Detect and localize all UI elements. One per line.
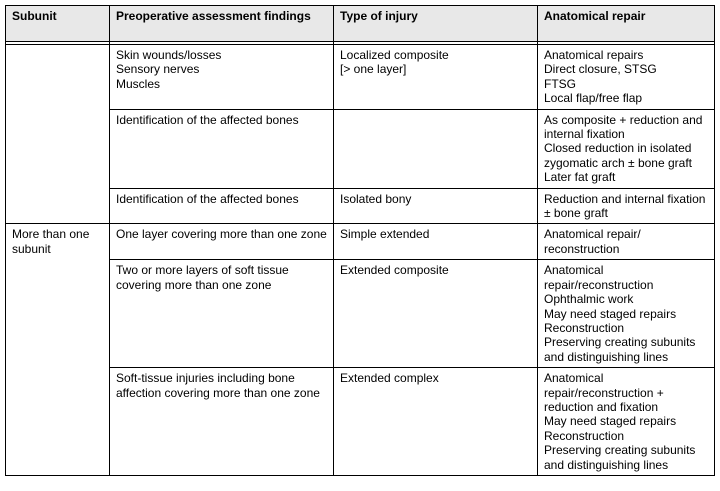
findings-cell-line: One layer covering more than one zone — [116, 227, 327, 242]
repair-cell — [538, 260, 715, 368]
repair-cell-line: FTSG — [544, 76, 576, 91]
header-findings: Preoperative assessment findings — [110, 6, 334, 42]
repair-cell — [538, 224, 715, 260]
table-row — [6, 45, 715, 110]
repair-cell-line: Anatomical repair/reconstruction — [544, 263, 654, 292]
repair-cell-line: Anatomical repair/ reconstruction — [544, 227, 641, 256]
repair-cell-line: May need staged repairs — [544, 414, 677, 429]
repair-cell-line: Preserving creating subunits and distinguishing lines — [544, 335, 696, 364]
table-row — [6, 368, 715, 476]
findings-cell — [110, 188, 334, 224]
header-row — [6, 6, 715, 42]
repair-cell-line: Preserving creating subunits and distinguishing lines — [544, 443, 696, 472]
table-row — [6, 109, 715, 188]
injury-type-cell-line: Extended composite — [340, 263, 449, 278]
injury-table — [5, 5, 715, 476]
injury-type-cell — [334, 109, 538, 188]
header-repair: Anatomical repair — [538, 6, 715, 42]
repair-cell-line: Later fat graft — [544, 170, 616, 185]
repair-cell-line: Ophthalmic work — [544, 292, 634, 307]
findings-cell-line: Soft-tissue injuries including bone affection covering more than one zone — [116, 371, 320, 400]
repair-cell-line: Reconstruction — [544, 320, 625, 335]
injury-type-cell-line: Simple extended — [340, 227, 430, 242]
findings-cell-line: Skin wounds/losses — [116, 48, 222, 62]
subunit-cell: More than one subunit — [6, 224, 110, 476]
subunit-cell — [6, 45, 110, 224]
repair-cell-line: Local flap/free flap — [544, 91, 643, 106]
injury-type-cell-line: [> one layer] — [340, 62, 407, 77]
repair-cell-line: Anatomical repairs — [544, 48, 644, 62]
repair-cell — [538, 109, 715, 188]
header-injury-type: Type of injury — [334, 6, 538, 42]
repair-cell-line: Reduction and internal fixation ± bone graft — [544, 191, 706, 221]
findings-cell-line: Identification of the affected bones — [116, 191, 299, 206]
injury-type-cell — [334, 260, 538, 368]
repair-cell-line: May need staged repairs — [544, 306, 677, 321]
injury-type-cell — [334, 368, 538, 476]
table-header — [6, 6, 715, 42]
table-row — [6, 260, 715, 368]
injury-type-cell-line: Extended complex — [340, 371, 439, 386]
findings-cell-line: Sensory nerves — [116, 62, 200, 77]
findings-cell — [110, 260, 334, 368]
table-row — [6, 188, 715, 224]
repair-cell-line: Closed reduction in isolated zygomatic arch ± bone graft — [544, 141, 692, 170]
findings-cell — [110, 224, 334, 260]
findings-cell-line: Muscles — [116, 76, 161, 91]
findings-cell — [110, 109, 334, 188]
injury-type-cell — [334, 45, 538, 110]
findings-cell-line: Identification of the affected bones — [116, 112, 299, 127]
repair-cell — [538, 188, 715, 224]
header-subunit: Subunit — [6, 6, 110, 42]
repair-cell-line: As composite + reduction and internal fixation — [544, 112, 703, 142]
repair-cell — [538, 45, 715, 110]
findings-cell — [110, 368, 334, 476]
findings-cell-line: Two or more layers of soft tissue covering more than one zone — [116, 263, 289, 292]
repair-cell-line: Reconstruction — [544, 428, 625, 443]
repair-cell — [538, 368, 715, 476]
injury-type-cell-line: Localized composite — [340, 48, 449, 62]
repair-cell-line: Direct closure, STSG — [544, 62, 657, 77]
findings-cell — [110, 45, 334, 110]
injury-type-cell — [334, 224, 538, 260]
table-row — [6, 224, 715, 260]
table-body — [6, 42, 715, 476]
injury-type-cell-line: Isolated bony — [340, 191, 412, 206]
repair-cell-line: Anatomical repair/reconstruction + reduction and fixation — [544, 371, 664, 414]
injury-type-cell — [334, 188, 538, 224]
